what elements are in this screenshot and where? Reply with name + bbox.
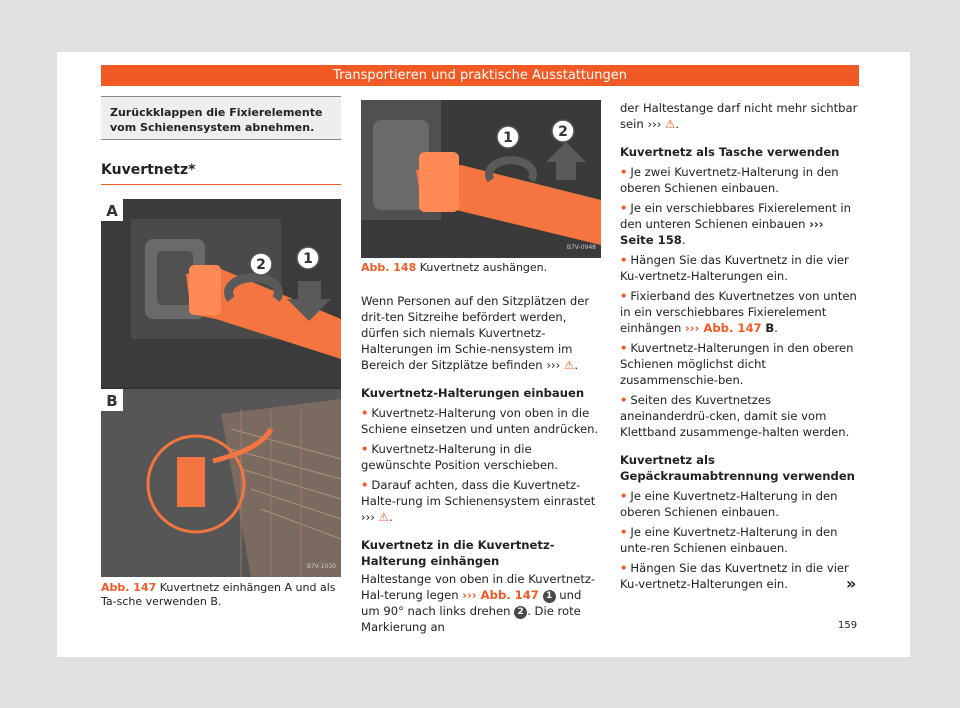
figure-147-label-a: A: [106, 202, 118, 220]
figure-148-caption-ref: Abb. 148: [361, 261, 417, 274]
figure-147-caption: [101, 581, 341, 609]
note-box: Zurückklappen die Fixierelemente vom Schienensystem abnehmen.: [101, 96, 341, 140]
instruction-paragraph: Haltestange von oben in die Kuvertnetz-Hal-terung legen ››› Abb. 147 1 und um 90° nach links drehen 2 . Die rote Markierung an: [361, 572, 596, 634]
warning-paragraph: Wenn Personen auf den Sitzplätzen der drit-ten Sitzreihe befördert werden, dürfen sich niemals Kuvertnetz-Halterungen im Schie-nensystem im Bereich der Sitzplätze befinden ››› ⚠.: [361, 294, 590, 372]
list-item: • Fixierband des Kuvertnetzes von unten in ein verschiebbares Fixierelement einhängen ››› Abb. 147 B.: [620, 289, 857, 335]
svg-text:1: 1: [303, 251, 313, 267]
figure-147-code: B7V-1030: [306, 563, 336, 570]
column-3: [620, 100, 860, 592]
heading-einbauen: Kuvertnetz-Halterungen einbauen: [361, 386, 585, 400]
warning-icon: ⚠: [665, 117, 676, 131]
column-2: [361, 100, 601, 635]
list-item: • Je eine Kuvertnetz-Halterung in den unte-ren Schienen einbauen.: [620, 525, 838, 555]
figure-148: [361, 100, 601, 258]
svg-text:2: 2: [256, 257, 266, 273]
column-1: [101, 96, 341, 609]
list-item: • Seiten des Kuvertnetzes aneinanderdrü-cken, damit sie vom Klettband zusammenge-halten werden.: [620, 393, 850, 439]
page-number: 159: [838, 620, 858, 631]
figure-148-code: B7V-0948: [566, 244, 596, 251]
figure-147: [101, 199, 341, 577]
list-item: • Kuvertnetz-Halterung von oben in die Schiene einsetzen und unten andrücken.: [361, 406, 599, 436]
figure-147-label-b: B: [106, 392, 118, 410]
list-item: • Kuvertnetz-Halterungen in den oberen Schienen möglichst dicht zusammenschie-ben.: [620, 341, 854, 387]
chapter-header: Transportieren und praktische Ausstattungen: [101, 65, 859, 86]
list-item: • Hängen Sie das Kuvertnetz in die vier Ku-vertnetz-Halterungen ein.: [620, 561, 849, 591]
figure-148-number-1: 1: [503, 130, 513, 146]
heading-trennung: Kuvertnetz als Gepäckraumabtrennung verwenden: [620, 453, 855, 483]
heading-einhaengen: Kuvertnetz in die Kuvertnetz-Halterung einhängen: [361, 538, 555, 568]
figure-148-illustration: [361, 100, 601, 258]
figure-148-caption-text: Kuvertnetz aushängen.: [419, 261, 548, 274]
warning-icon: ⚠: [563, 358, 575, 372]
list-item: • Hängen Sie das Kuvertnetz in die vier Ku-vertnetz-Halterungen ein.: [620, 253, 849, 283]
figure-147-caption-text: Kuvertnetz einhängen A und als Ta-sche verwenden B.: [101, 581, 336, 608]
figure-147-illustration: [101, 199, 341, 577]
continued-paragraph: der Haltestange darf nicht mehr sichtbar sein ››› ⚠.: [620, 101, 858, 131]
warning-icon: ⚠: [378, 510, 390, 524]
continue-mark: »: [846, 574, 857, 593]
list-item: • Je eine Kuvertnetz-Halterung in den oberen Schienen einbauen.: [620, 489, 838, 519]
section-title: Kuvertnetz*: [101, 162, 341, 185]
figure-148-number-2: 2: [558, 124, 568, 140]
list-item: • Je ein verschiebbares Fixierelement in den unteren Schienen einbauen ››› Seite 158.: [620, 201, 851, 247]
list-item: • Je zwei Kuvertnetz-Halterung in den oberen Schienen einbauen.: [620, 165, 839, 195]
figure-148-caption: [361, 261, 601, 275]
step-number-1: 1: [543, 590, 556, 603]
heading-tasche: Kuvertnetz als Tasche verwenden: [620, 145, 840, 159]
list-item: • Kuvertnetz-Halterung in die gewünschte Position verschieben.: [361, 442, 559, 472]
step-number-2: 2: [514, 606, 527, 619]
figure-147-caption-ref: Abb. 147: [101, 581, 157, 594]
list-item: • Darauf achten, dass die Kuvertnetz-Halte-rung im Schienensystem einrastet ››› ⚠.: [361, 478, 596, 524]
